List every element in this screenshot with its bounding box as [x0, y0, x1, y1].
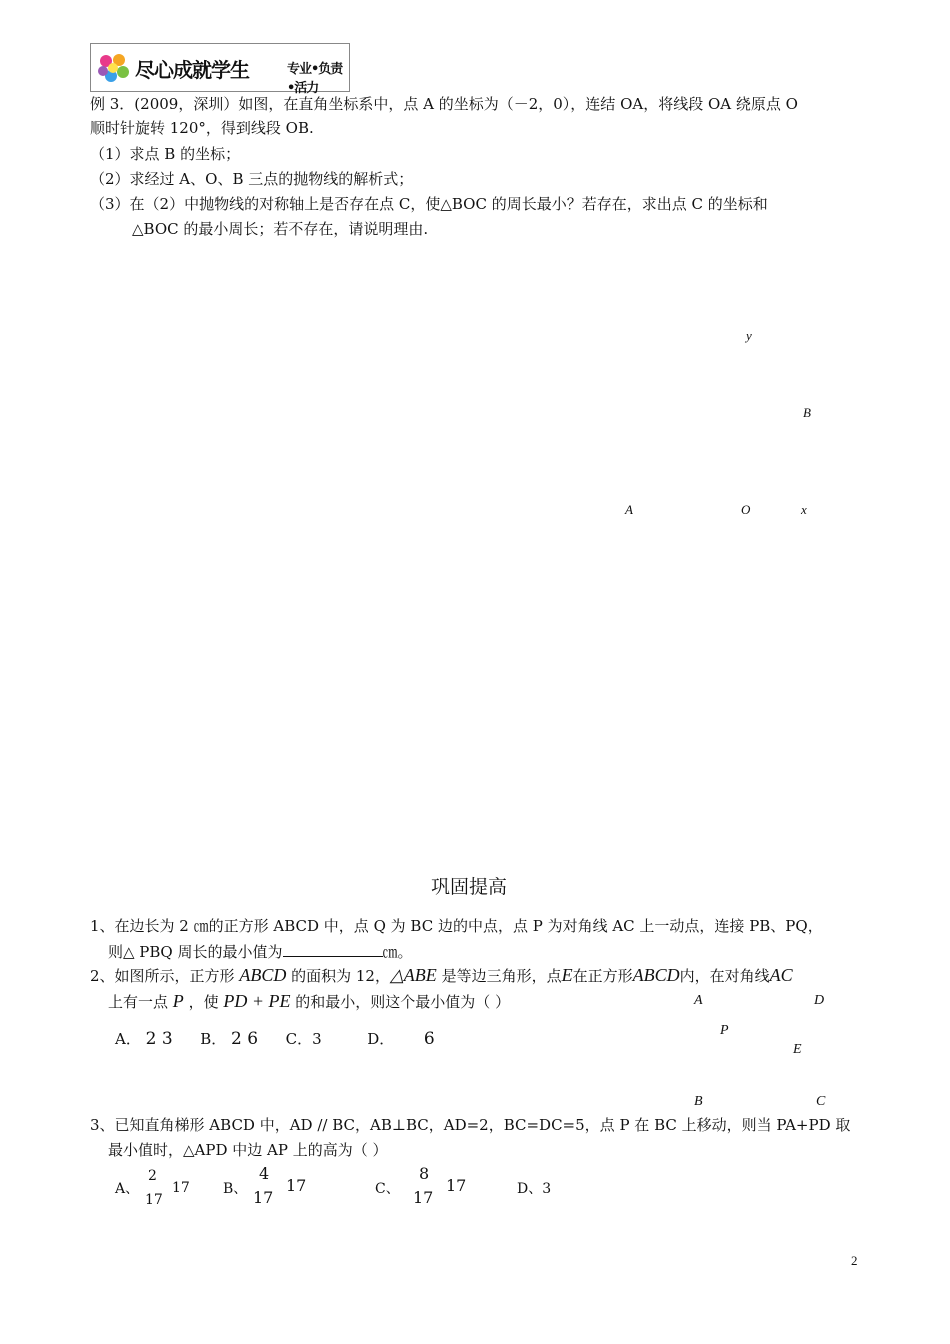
problem2-math-abcd2: ABCD [632, 965, 680, 985]
p3-option-a-label: A、 [115, 1181, 140, 1197]
example3-question1: （1）求点 B 的坐标； [90, 145, 241, 163]
logo-brand-text: 尽心成就学生 [135, 58, 249, 82]
problem2-text-b: 的面积为 12， [291, 967, 390, 985]
problem2-math-e: E [561, 965, 573, 985]
figure1-point-b-label: B [803, 405, 811, 420]
problem2-text-d: 在正方形 [572, 967, 633, 985]
figure1-x-label: x [801, 502, 807, 517]
header-logo [90, 43, 350, 96]
problem2-math-ac: AC [769, 965, 793, 985]
p3-option-d: D、3 [517, 1181, 552, 1197]
page-number: 2 [851, 1253, 858, 1268]
section-title: 巩固提高 [431, 876, 508, 898]
figure2-label-p: P [720, 1023, 729, 1038]
p3-option-a-radical: 17 [172, 1180, 190, 1196]
p3-option-a-numerator: 2 [148, 1168, 157, 1184]
option-a-value: 2 3 [145, 1029, 173, 1049]
p3-option-a-denominator: 17 [145, 1192, 163, 1208]
problem2-text-g: ，使 [188, 993, 219, 1011]
p3-option-c-label: C、 [375, 1181, 400, 1197]
problem2-line2 [108, 990, 510, 1013]
option-d-value: 6 [423, 1029, 435, 1049]
problem2-text-h: 的和最小，则这个最小值为（ ） [295, 993, 511, 1011]
problem1-text: 则△ PBQ 周长的最小值为 [108, 943, 283, 961]
example3-question3-line1: （3）在（2）中抛物线的对称轴上是否存在点 C，使△BOC 的周长最小？若存在，求出点 C 的坐标和 [90, 195, 768, 213]
problem1-line1: 1、在边长为 2 ㎝的正方形 ABCD 中，点 Q 为 BC 边的中点，点 P 为对角线 AC 上一动点，连接 PB、PQ， [90, 917, 823, 935]
logo-slogan: 专业•负责•活力 [287, 62, 343, 96]
problem1-unit: ㎝。 [382, 943, 413, 961]
figure2-label-e: E [793, 1042, 802, 1057]
p3-option-b-denominator: 17 [253, 1188, 274, 1207]
example3-line2: 顺时针旋转 120°，得到线段 OB. [90, 119, 314, 137]
problem1-line2 [108, 941, 413, 963]
problem2-math-abcd: ABCD [239, 965, 287, 985]
problem2-text-e: 内，在对角线 [679, 967, 770, 985]
p3-option-b-radical: 17 [286, 1176, 307, 1195]
example3-question3-line2: △BOC 的最小周长；若不存在，请说明理由. [132, 220, 429, 238]
problem2-line1 [90, 964, 793, 987]
option-d-label: D． [367, 1030, 395, 1048]
figure1-origin-label: O [741, 502, 751, 517]
problem2-math-p: P [172, 991, 184, 1011]
figure2-label-b: B [694, 1094, 703, 1109]
problem2-math-abe: △ABE [389, 965, 437, 985]
problem2-math-pdpe: PD + PE [223, 991, 291, 1011]
p3-option-c-numerator: 8 [419, 1164, 430, 1183]
p3-option-b-numerator: 4 [259, 1164, 270, 1183]
logo-flower-icon [97, 52, 131, 84]
figure1-y-label: y [746, 328, 752, 343]
problem2-text-c: 是等边三角形，点 [441, 967, 562, 985]
option-b-label: B． [200, 1030, 227, 1048]
problem2-options [115, 1028, 435, 1050]
problem3-line2: 最小值时，△APD 中边 AP 上的高为（ ） [108, 1141, 388, 1159]
option-b-value: 2 6 [231, 1029, 259, 1049]
figure2-label-a: A [694, 993, 703, 1008]
figure2-label-c: C [816, 1094, 826, 1109]
option-a-label: A． [115, 1030, 141, 1048]
p3-option-c-denominator: 17 [413, 1188, 434, 1207]
problem2-text-a: 2、如图所示，正方形 [90, 967, 235, 985]
example3-line1: 例 3．(2009，深圳）如图，在直角坐标系中，点 A 的坐标为（－2，0），连结 OA，将线段 OA 绕原点 O [90, 95, 798, 113]
example3-question2: （2）求经过 A、O、B 三点的抛物线的解析式； [90, 170, 414, 188]
figure2-label-d: D [814, 993, 825, 1008]
option-c: C．3 [285, 1030, 322, 1048]
problem3-line1: 3、已知直角梯形 ABCD 中，AD // BC，AB⊥BC，AD=2，BC=DC=5，点 P 在 BC 上移动，则当 PA+PD 取 [90, 1116, 851, 1134]
p3-option-b-label: B、 [223, 1181, 248, 1197]
problem2-text-f: 上有一点 [108, 993, 169, 1011]
p3-option-c-radical: 17 [446, 1176, 467, 1195]
answer-blank [283, 942, 383, 957]
figure1-point-a-label: A [625, 502, 633, 517]
